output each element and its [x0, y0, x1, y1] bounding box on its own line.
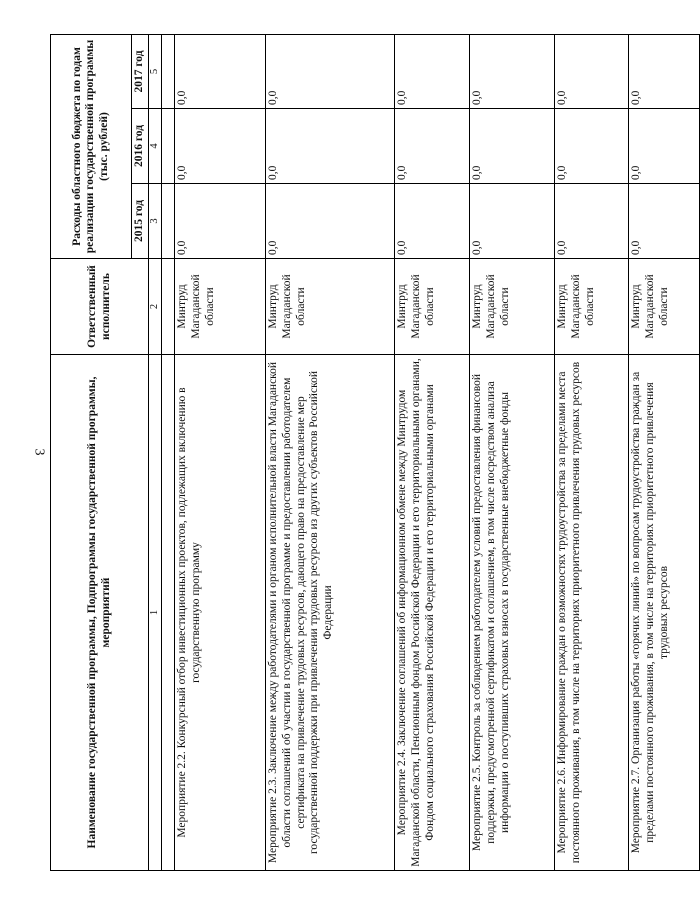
table-row: [175, 34, 266, 870]
executor-cell: Минтруд Магаданской области: [266, 259, 395, 355]
table-row: [395, 34, 470, 870]
table-row: [629, 34, 700, 870]
column-number: 2: [149, 259, 162, 355]
column-number: 1: [149, 355, 162, 871]
executor-cell: Минтруд Магаданской области: [555, 259, 629, 355]
event-description: Мероприятие 2.3. Заключение между работодателями и органом исполнительной власти Магаданской области соглашений об участии в государственной программе и предоставлении работодателем сертификата на привлечение трудовых ресурсов, дающего право на предоставление мер государственной поддержки при привлечении трудовых ресурсов из других субъектов Российской Федерации: [266, 355, 395, 871]
value-2016: 0,0: [266, 109, 395, 184]
empty-cell: [162, 259, 175, 355]
value-2015: 0,0: [555, 184, 629, 259]
header-name: Наименование государственной программы, Подпрограммы государственной программы, мероприятий: [51, 355, 149, 871]
value-2017: 0,0: [175, 34, 266, 108]
executor-cell: Минтруд Магаданской области: [175, 259, 266, 355]
table-container: [50, 35, 670, 871]
empty-cell: [162, 355, 175, 871]
event-description: Мероприятие 2.7. Организация работы «горячих линий» по вопросам трудоустройства граждан за пределами постоянного проживания, в том числе на территориях приоритетного привлечения трудовых ресурсов: [629, 355, 700, 871]
value-2016: 0,0: [175, 109, 266, 184]
executor-cell: Минтруд Магаданской области: [629, 259, 700, 355]
program-expenses-table: [50, 34, 700, 871]
value-2017: 0,0: [555, 34, 629, 108]
page-number: 3: [31, 448, 47, 456]
column-number: 4: [149, 109, 162, 184]
value-2015: 0,0: [629, 184, 700, 259]
value-2015: 0,0: [175, 184, 266, 259]
event-description: Мероприятие 2.4. Заключение соглашений об информационном обмене между Минтрудом Магаданской области, Пенсионным фондом Российской Федерации и его территориальными органами, Фондом социального страхования Российской Федерации и его территориальными органами: [395, 355, 470, 871]
column-number: 3: [149, 184, 162, 259]
empty-cell: [162, 109, 175, 184]
value-2016: 0,0: [629, 109, 700, 184]
value-2017: 0,0: [629, 34, 700, 108]
value-2016: 0,0: [395, 109, 470, 184]
value-2017: 0,0: [395, 34, 470, 108]
empty-cell: [162, 184, 175, 259]
executor-cell: Минтруд Магаданской области: [470, 259, 555, 355]
value-2016: 0,0: [470, 109, 555, 184]
value-2017: 0,0: [470, 34, 555, 108]
event-description: Мероприятие 2.5. Контроль за соблюдением работодателем условий предоставления финансовой поддержки, предусмотренной сертификатом и соглашением, в том числе посредством анализа информации о поступивших страховых взносах в государственные внебюджетные фонды: [470, 355, 555, 871]
table-row: [555, 34, 629, 870]
header-year-2017: 2017 год: [132, 34, 149, 108]
rotated-page: [50, 35, 670, 871]
value-2015: 0,0: [266, 184, 395, 259]
value-2015: 0,0: [470, 184, 555, 259]
column-number: 5: [149, 34, 162, 108]
value-2016: 0,0: [555, 109, 629, 184]
value-2017: 0,0: [266, 34, 395, 108]
table-row: [266, 34, 395, 870]
column-numbers-row: [149, 34, 162, 870]
header-year-2016: 2016 год: [132, 109, 149, 184]
header-expenses: Расходы областного бюджета по годам реализации государственной программы (тыс. рублей): [51, 34, 132, 258]
empty-cell: [162, 34, 175, 108]
table-row: [470, 34, 555, 870]
executor-cell: Минтруд Магаданской области: [395, 259, 470, 355]
header-year-2015: 2015 год: [132, 184, 149, 259]
header-executor: Ответственный исполнитель: [51, 259, 149, 355]
event-description: Мероприятие 2.6. Информирование граждан о возможностях трудоустройства за пределами места постоянного проживания, в том числе на территориях приоритетного привлечения трудовых ресурсов: [555, 355, 629, 871]
event-description: Мероприятие 2.2. Конкурсный отбор инвестиционных проектов, подлежащих включению в государственную программу: [175, 355, 266, 871]
empty-row: [162, 34, 175, 870]
value-2015: 0,0: [395, 184, 470, 259]
